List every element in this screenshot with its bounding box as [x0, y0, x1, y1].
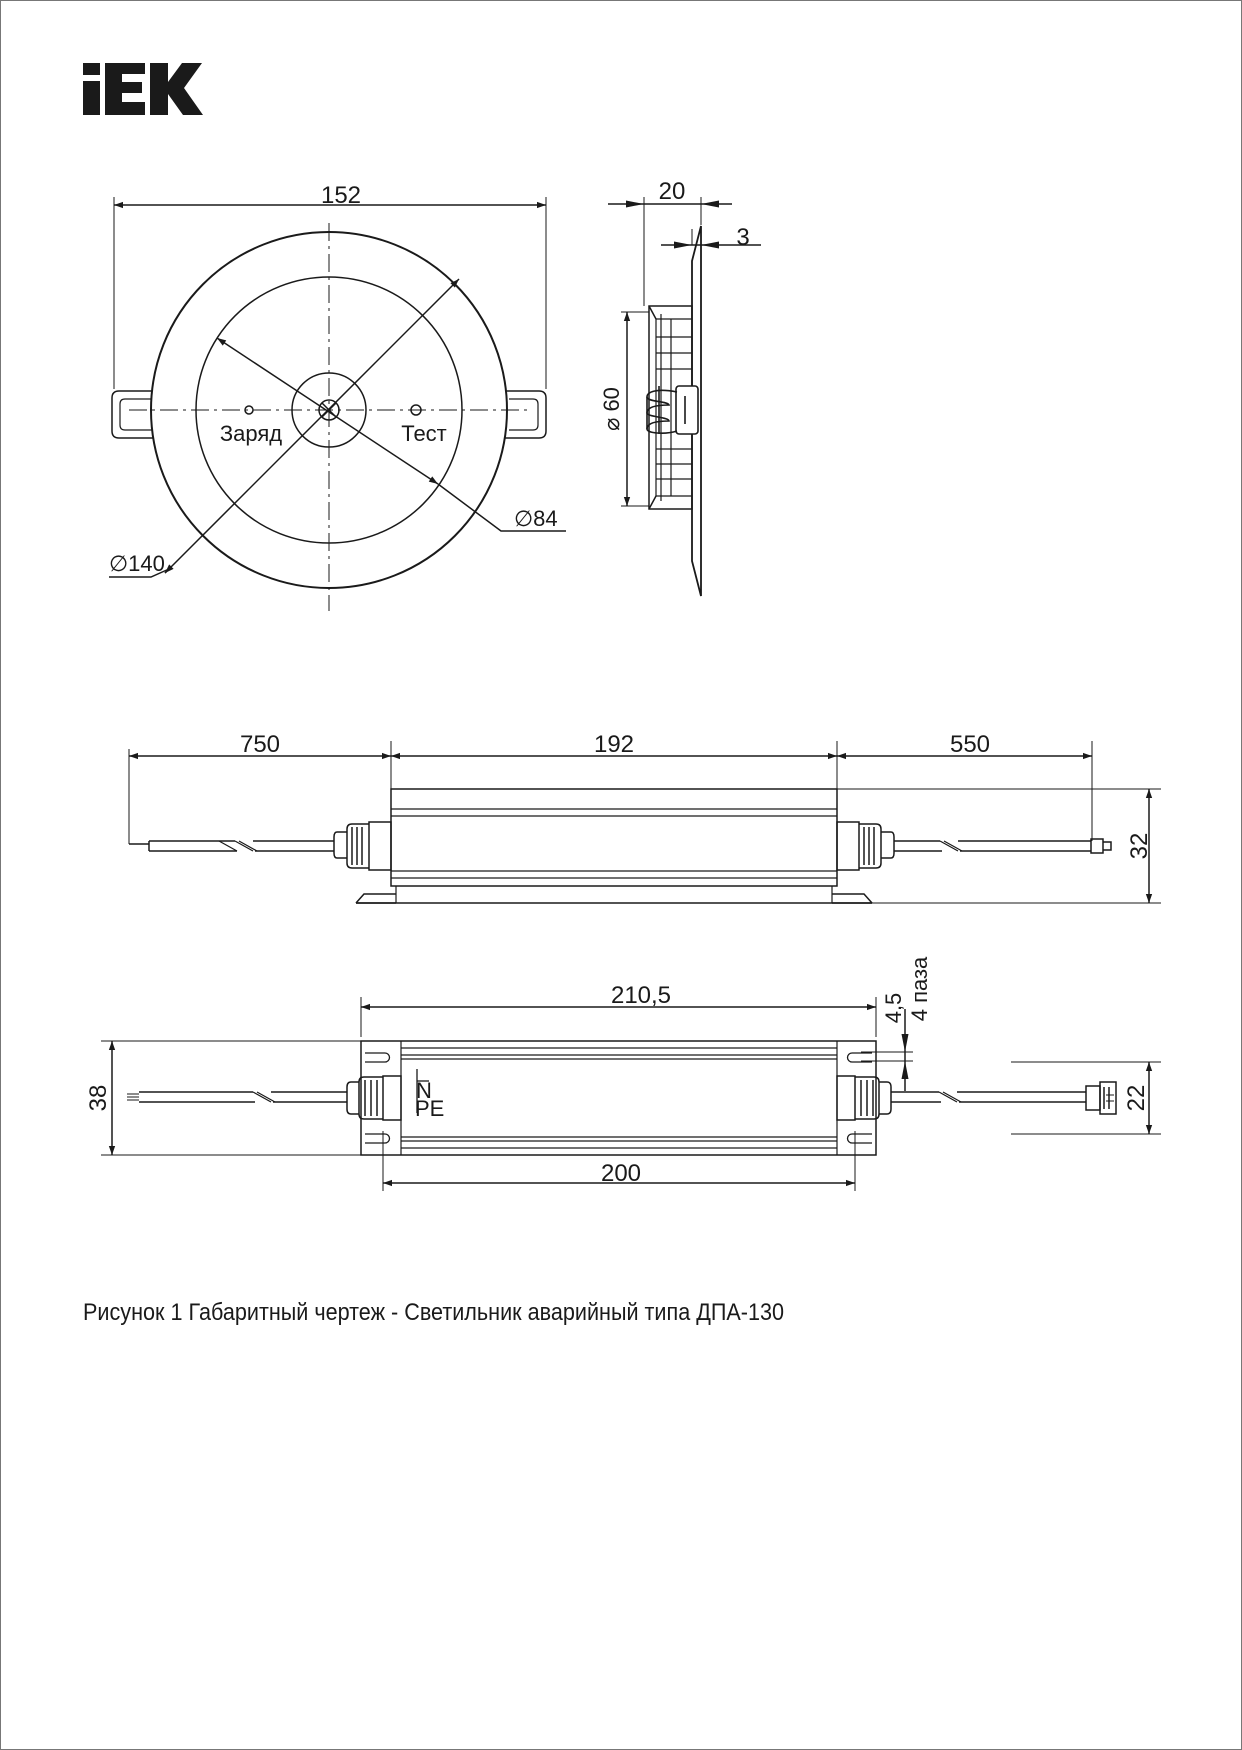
technical-drawing [1, 1, 1241, 1749]
dim-4-5: 4,5 [881, 992, 906, 1024]
label-test: Тест [401, 421, 447, 446]
plan-output-connector [1086, 1082, 1116, 1114]
dim-210-5: 210,5 [610, 982, 672, 1009]
left-cable-gland [334, 822, 391, 870]
dim-38: 38 [85, 1084, 112, 1112]
iek-logo [1, 1, 203, 115]
dim-22: 22 [1123, 1084, 1150, 1112]
dim-3: 3 [736, 224, 750, 251]
front-view [129, 741, 1161, 903]
dim-60: ⌀ 60 [599, 387, 624, 431]
right-cable-gland [837, 822, 894, 870]
dim-200: 200 [600, 1160, 642, 1187]
terminal-pe: PE [415, 1096, 445, 1121]
dim-20: 20 [658, 178, 686, 205]
input-cable [129, 841, 334, 851]
output-connector [1091, 839, 1103, 853]
top-view [109, 197, 566, 611]
plan-input-cable [139, 1092, 347, 1102]
figure-caption: Рисунок 1 Габаритный чертеж - Светильник аварийный типа ДПА-130 [83, 1299, 785, 1326]
plan-left-gland [347, 1076, 401, 1120]
dim-152: 152 [320, 182, 362, 209]
dim-550: 550 [949, 731, 991, 758]
side-view [608, 197, 761, 596]
dim-32: 32 [1126, 832, 1153, 860]
plan-output-cable [891, 1092, 1086, 1102]
dim-750: 750 [239, 731, 281, 758]
dim-192: 192 [593, 731, 635, 758]
plan-right-gland [837, 1076, 891, 1120]
output-cable [894, 841, 1091, 851]
dim-140: ∅140 [109, 551, 165, 576]
terminal-n: N [416, 1078, 432, 1103]
slot-count-note: 4 паза [907, 956, 932, 1022]
spring-clip [647, 386, 698, 434]
label-charge: Заряд [219, 421, 283, 446]
dim-84: ∅84 [514, 506, 558, 531]
